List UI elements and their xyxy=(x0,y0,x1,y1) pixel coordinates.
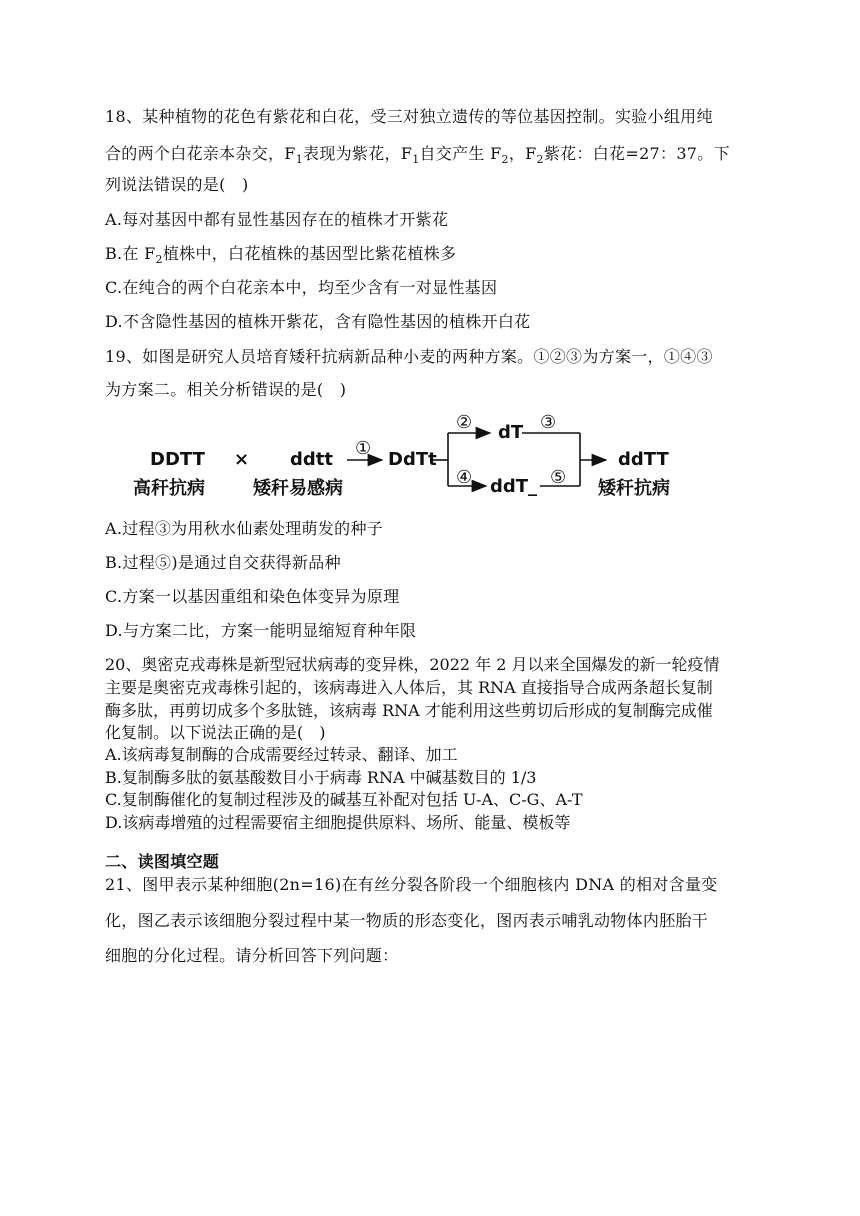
lower-genotype: ddT_ xyxy=(490,476,538,497)
q18-stem-line-2: 合的两个白花亲本杂交，$F_1$表现为紫花，$F_1$自交产生 $F_2$，$F_2$紫花：白花=27：37。下 xyxy=(105,144,730,167)
q20-stem-line-4: 化复制。以下说法正确的是( ) xyxy=(105,723,326,742)
q20-option-b: B.复制酶多肽的氨基酸数目小于病毒 RNA 中碱基数目的 1/3 xyxy=(105,768,537,787)
q20-option-d: D.该病毒增殖的过程需要宿主细胞提供原料、场所、能量、模板等 xyxy=(105,813,571,832)
q20-stem-line-1: 20、奥密克戎毒株是新型冠状病毒的变异株，2022 年 2 月以来全国爆发的新一轮疫情 xyxy=(105,655,720,674)
q18-option-d: D.不含隐性基因的植株开紫花，含有隐性基因的植株开白花 xyxy=(105,312,531,331)
parent2-label: 矮秆易感病 xyxy=(253,478,343,499)
q18-stem-line-1: 18、某种植物的花色有紫花和白花，受三对独立遗传的等位基因控制。实验小组用纯 xyxy=(105,107,713,126)
q19-option-a: A.过程③为用秋水仙素处理萌发的种子 xyxy=(105,519,384,538)
result-genotype: ddTT xyxy=(618,449,669,470)
parent1-label: 高秆抗病 xyxy=(133,478,205,499)
upper-genotype: dT xyxy=(498,422,524,443)
q18-option-a: A.每对基因中都有显性基因存在的植株才开紫花 xyxy=(105,210,449,229)
breeding-scheme-diagram xyxy=(130,408,710,508)
q20-option-c: C.复制酶催化的复制过程涉及的碱基互补配对包括 U-A、C-G、A-T xyxy=(105,790,583,809)
q18-option-c: C.在纯合的两个白花亲本中，均至少含有一对显性基因 xyxy=(105,278,498,297)
q18-option-b: B.在 $F_2$植株中，白花植株的基因型比紫花植株多 xyxy=(105,244,457,267)
step-1-marker: ① xyxy=(355,438,372,459)
q21-stem-line-2: 化，图乙表示该细胞分裂过程中某一物质的形态变化，图丙表示哺乳动物体内胚胎干 xyxy=(105,911,709,930)
q19-stem-line-1: 19、如图是研究人员培育矮秆抗病新品种小麦的两种方案。①②③为方案一，①④③ xyxy=(105,347,713,366)
f1-genotype: DdTt xyxy=(388,449,437,470)
cross-symbol: × xyxy=(234,449,250,470)
section-heading: 二、读图填空题 xyxy=(105,852,220,871)
q18-stem-line-3: 列说法错误的是( ) xyxy=(105,175,249,194)
step-5-marker: ⑤ xyxy=(550,467,567,488)
parent1-genotype: DDTT xyxy=(150,449,205,470)
step-4-marker: ④ xyxy=(456,467,473,488)
q21-stem-line-1: 21、图甲表示某种细胞(2n=16)在有丝分裂各阶段一个细胞核内 DNA 的相对含量变 xyxy=(105,875,718,894)
step-3-marker: ③ xyxy=(540,412,557,433)
parent2-genotype: ddtt xyxy=(290,449,333,470)
q21-stem-line-3: 细胞的分化过程。请分析回答下列问题： xyxy=(105,946,399,965)
q19-stem-line-2: 为方案二。相关分析错误的是( ) xyxy=(105,380,347,399)
q19-option-d: D.与方案二比，方案一能明显缩短育种年限 xyxy=(105,621,417,640)
q19-option-b: B.过程⑤)是通过自交获得新品种 xyxy=(105,553,341,572)
q19-option-c: C.方案一以基因重组和染色体变异为原理 xyxy=(105,587,400,606)
q20-option-a: A.该病毒复制酶的合成需要经过转录、翻译、加工 xyxy=(105,745,458,764)
q20-stem-line-2: 主要是奥密克戎毒株引起的，该病毒进入人体后，其 RNA 直接指导合成两条超长复制 xyxy=(105,678,713,697)
result-label: 矮秆抗病 xyxy=(598,478,670,499)
step-2-marker: ② xyxy=(456,412,473,433)
q20-stem-line-3: 酶多肽，再剪切成多个多肽链，该病毒 RNA 才能利用这些剪切后形成的复制酶完成催 xyxy=(105,701,713,720)
